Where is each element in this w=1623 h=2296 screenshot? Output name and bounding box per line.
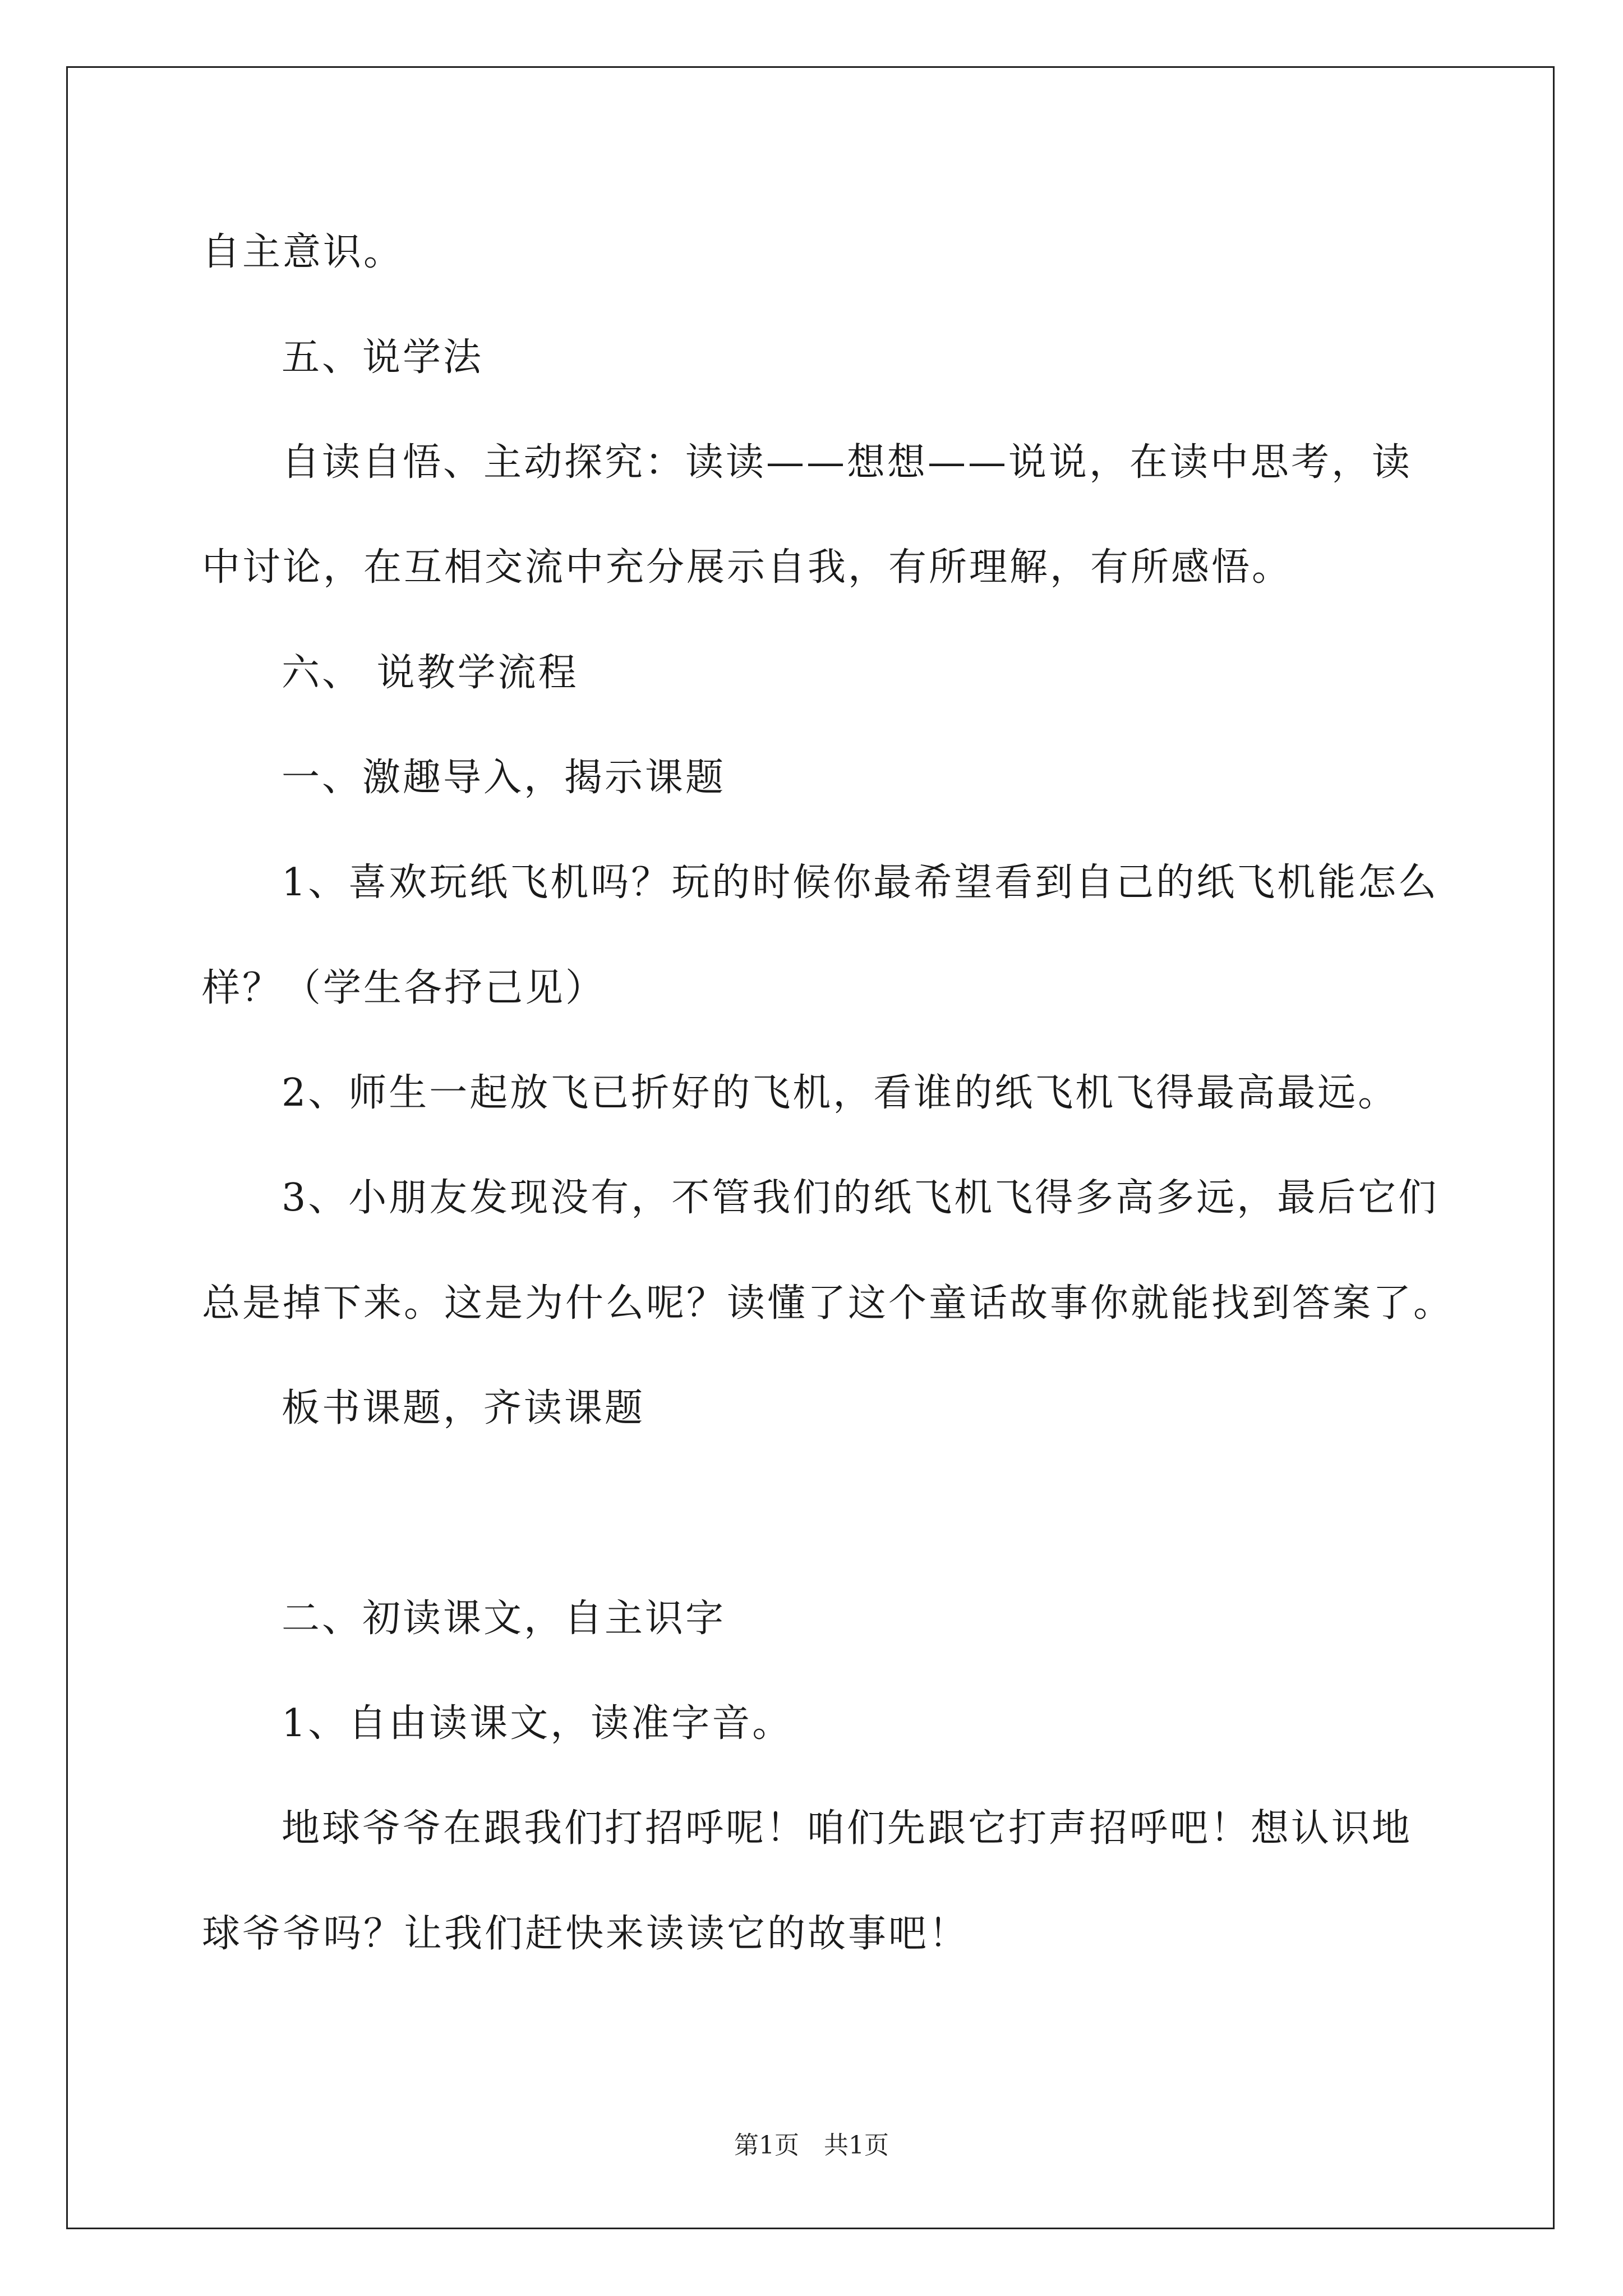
paragraph-line: 2、师生一起放飞已折好的飞机，看谁的纸飞机飞得最高最远。 — [282, 1071, 1399, 1115]
paragraph-line: 总是掉下来。这是为什么呢？读懂了这个童话故事你就能找到答案了。 — [202, 1281, 1454, 1326]
paragraph-line: 1、喜欢玩纸飞机吗？玩的时候你最希望看到自己的纸飞机能怎么 — [282, 861, 1439, 905]
page-border — [66, 66, 1555, 2229]
page-footer: 第1页 共1页 — [734, 2131, 889, 2160]
section-heading: 二、初读课文，自主识字 — [282, 1596, 726, 1641]
paragraph-line: 自读自悟、主动探究：读读——想想——说说，在读中思考，读 — [282, 440, 1413, 485]
paragraph-line: 自主意识。 — [202, 230, 404, 274]
paragraph-line: 3、小朋友发现没有，不管我们的纸飞机飞得多高多远，最后它们 — [282, 1176, 1439, 1220]
section-heading: 一、激趣导入，揭示课题 — [282, 756, 726, 800]
paragraph-line: 中讨论，在互相交流中充分展示自我，有所理解，有所感悟。 — [202, 545, 1293, 590]
paragraph-line: 地球爷爷在跟我们打招呼呢！咱们先跟它打声招呼吧！想认识地 — [282, 1806, 1413, 1851]
paragraph-line: 样？（学生各抒己见） — [202, 966, 606, 1010]
section-heading: 六、 说教学流程 — [282, 651, 579, 695]
paragraph-line: 球爷爷吗？让我们赶快来读读它的故事吧！ — [202, 1912, 970, 1956]
section-heading: 五、说学法 — [282, 335, 484, 380]
paragraph-line: 板书课题，齐读课题 — [282, 1386, 645, 1430]
paragraph-line: 1、自由读课文，读准字音。 — [282, 1701, 793, 1746]
